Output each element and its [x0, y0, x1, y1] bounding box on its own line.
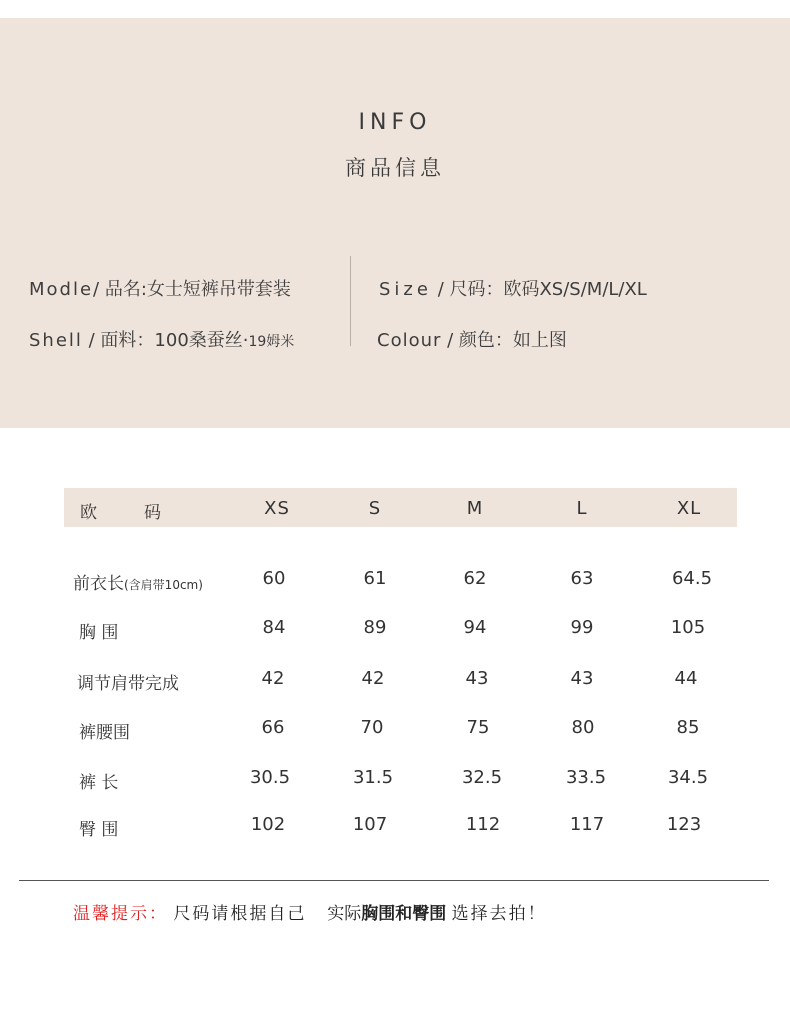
cell-waist-xl: 85 — [676, 717, 700, 738]
colour-spec — [377, 326, 567, 352]
info-subtitle: 商品信息 — [345, 156, 445, 180]
info-panel — [0, 18, 790, 428]
cell-front-length-s: 61 — [363, 568, 387, 589]
size-key: Size — [379, 279, 432, 300]
shell-spec — [29, 326, 294, 352]
cell-strap-s: 42 — [361, 668, 385, 689]
cell-pants-length-xl: 34.5 — [667, 767, 709, 788]
cell-front-length-l: 63 — [570, 568, 594, 589]
header-size-xl: XL — [676, 498, 702, 519]
size-table-header — [64, 488, 737, 527]
row-label-front-length — [73, 569, 203, 594]
cell-hip-s: 107 — [352, 814, 388, 835]
cell-hip-xs: 102 — [250, 814, 286, 835]
size-tip — [73, 899, 547, 924]
size-spec — [379, 275, 647, 301]
cell-bust-m: 94 — [463, 617, 487, 638]
cell-hip-l: 117 — [569, 814, 605, 835]
row-label-pants-length: 裤 长 — [79, 773, 119, 793]
header-size-l: L — [576, 498, 588, 519]
row-label-hip: 臀 围 — [79, 820, 119, 840]
cell-pants-length-s: 31.5 — [352, 767, 394, 788]
row-label-bust: 胸 围 — [79, 623, 119, 643]
colour-key: Colour — [377, 330, 442, 351]
cell-front-length-xl: 64.5 — [671, 568, 713, 589]
shell-key: Shell — [29, 330, 83, 351]
shell-value: / 面料：100桑蚕丝· — [82, 330, 249, 351]
info-title: INFO — [358, 110, 432, 135]
tip-text-b: 实际 — [327, 904, 362, 924]
header-size-s: S — [368, 498, 382, 519]
cell-pants-length-m: 32.5 — [461, 767, 503, 788]
cell-strap-xs: 42 — [261, 668, 285, 689]
cell-waist-l: 80 — [571, 717, 595, 738]
tip-text-bold: 胸围和臀围 — [361, 904, 447, 924]
cell-bust-s: 89 — [363, 617, 387, 638]
row-label-waist: 裤腰围 — [79, 723, 130, 743]
model-key: Modle — [29, 279, 94, 300]
tip-text-a: 尺码请根据自己 — [173, 904, 307, 924]
bottom-divider — [19, 880, 769, 881]
row-label-strap: 调节肩带完成 — [77, 674, 179, 694]
cell-pants-length-l: 33.5 — [565, 767, 607, 788]
cell-front-length-m: 62 — [463, 568, 487, 589]
tip-label: 温馨提示： — [73, 904, 168, 924]
model-value: / 品名:女士短裤吊带套装 — [93, 279, 291, 300]
cell-waist-s: 70 — [360, 717, 384, 738]
row-label-text: 前衣长 — [73, 574, 124, 594]
shell-weight: 19姆米 — [248, 334, 295, 350]
cell-hip-m: 112 — [465, 814, 501, 835]
cell-strap-l: 43 — [570, 668, 594, 689]
row-label-note: (含肩带10cm) — [124, 578, 203, 592]
cell-strap-m: 43 — [465, 668, 489, 689]
header-size-xs: XS — [264, 498, 290, 519]
model-spec — [29, 275, 291, 301]
colour-value: / 颜色：如上图 — [441, 330, 567, 351]
cell-bust-l: 99 — [570, 617, 594, 638]
header-label-b: 码 — [144, 503, 162, 523]
tip-text-c: 选择去拍！ — [451, 904, 547, 924]
cell-pants-length-xs: 30.5 — [249, 767, 291, 788]
cell-bust-xl: 105 — [670, 617, 706, 638]
cell-strap-xl: 44 — [674, 668, 698, 689]
info-divider — [350, 256, 351, 346]
cell-waist-xs: 66 — [261, 717, 285, 738]
header-label-a: 欧 — [80, 503, 98, 523]
cell-front-length-xs: 60 — [262, 568, 286, 589]
header-label — [80, 498, 162, 523]
cell-hip-xl: 123 — [666, 814, 702, 835]
size-value: / 尺码：欧码XS/S/M/L/XL — [437, 279, 647, 300]
cell-bust-xs: 84 — [262, 617, 286, 638]
cell-waist-m: 75 — [466, 717, 490, 738]
header-size-m: M — [466, 498, 484, 519]
